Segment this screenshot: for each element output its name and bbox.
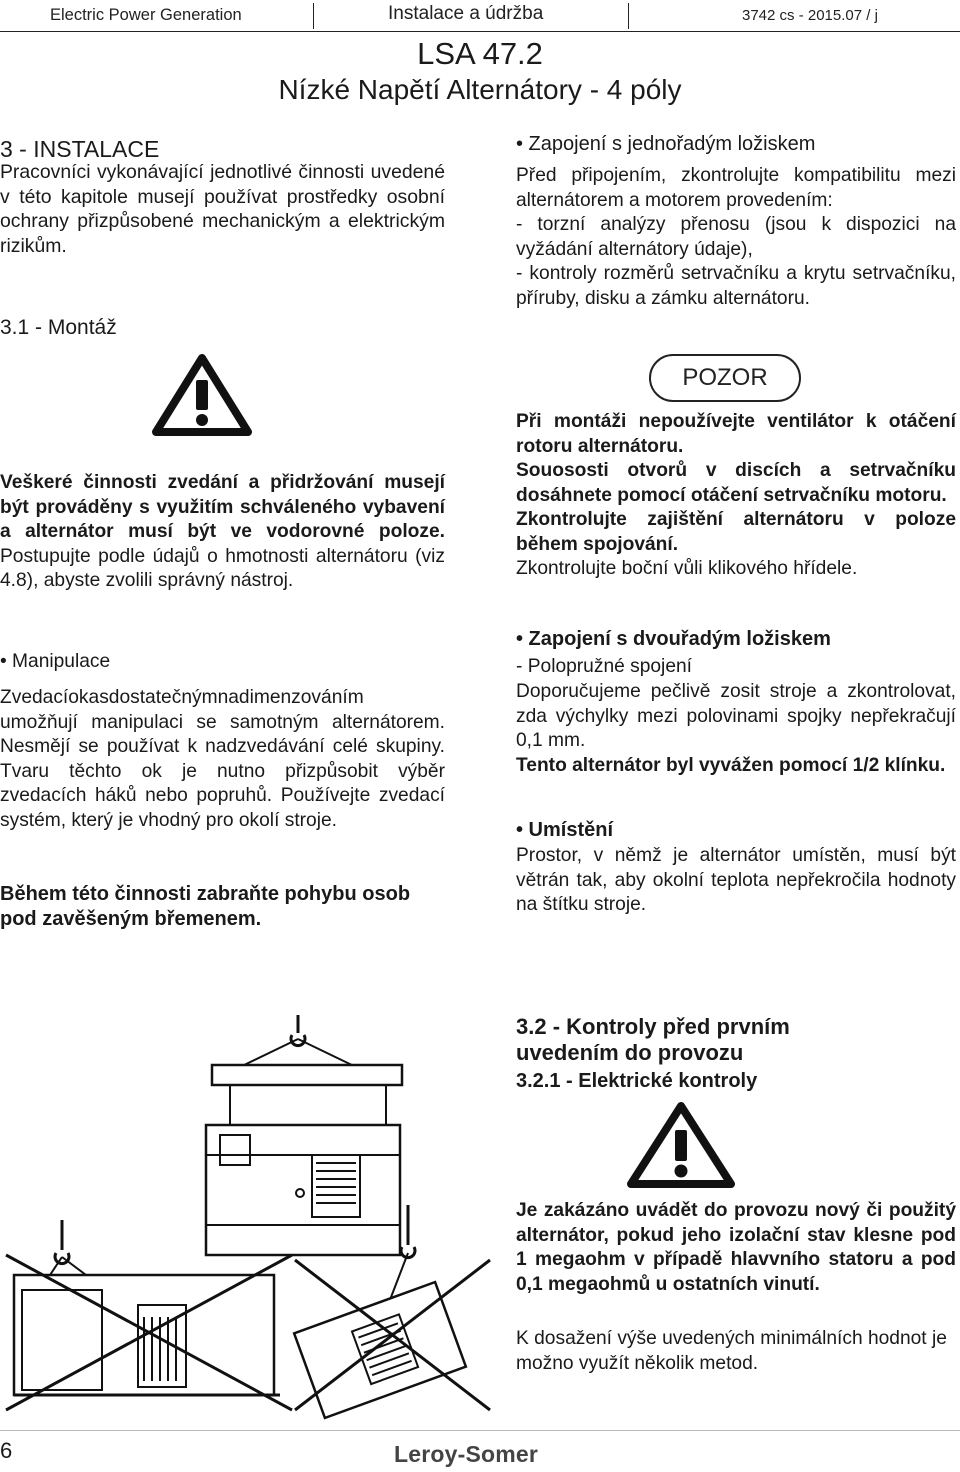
single-bearing-heading: • Zapojení s jednořadým ložiskem — [516, 133, 816, 155]
manipulation-heading: • Manipulace — [0, 651, 111, 672]
lifting-illustration — [0, 1005, 500, 1420]
pozor-note-2: Souososti otvorů v discích a setrvačníku dosáhnete pomocí otáčení setrvačníku motoru. — [516, 460, 956, 506]
pozor-badge: POZOR — [649, 354, 801, 402]
brand-logo: Leroy-Somer — [394, 1441, 539, 1467]
header-section: Instalace a údržba — [388, 3, 544, 24]
pozor-note-4: Zkontrolujte boční vůli klikového hřídele. — [516, 558, 858, 579]
checks-heading: 3.2 - Kontroly před prvním uvedením do provozu — [516, 1014, 790, 1065]
location-text: Prostor, v němž je alternátor umístěn, musí být větrán tak, aby okolní teplota nepřekročila hodnoty na štítku stroje. — [516, 845, 956, 915]
danger-text: Během této činnosti zabraňte pohybu osob pod zavěšeným břemenem. — [0, 883, 411, 930]
header-doc-code: 3742 cs - 2015.07 / j — [742, 7, 878, 24]
subsection-heading: 3.1 - Montáž — [0, 316, 117, 339]
insulation-warning: Je zakázáno uvádět do provozu nový či použitý alternátor, pokud jeho izolační stav klesne pod 1 megaohm v případě hlavvního statoru a pod 0,1 megaohmů u ostatních vinutí. — [516, 1200, 956, 1295]
intro-text: Pracovníci vykonávající jednotlivé činnosti uvedené v této kapitole musejí používat prostředky osobní ochrany přizpůsobené mechanickým a elektrickým rizikům. — [0, 161, 445, 257]
double-bearing-bold: Tento alternátor byl vyvážen pomocí 1/2 klínku. — [516, 755, 946, 776]
footer-rule — [0, 1430, 960, 1431]
header-divider — [628, 3, 629, 29]
double-bearing-text: Doporučujeme pečlivě zosit stroje a zkontrolovat, zda výchylky mezi polovinami spojky nepřekračují 0,1 mm. — [516, 681, 956, 751]
location-heading: • Umístění — [516, 819, 614, 841]
pozor-note-3: Zkontrolujte zajištění alternátoru v poloze během spojování. — [516, 509, 956, 555]
insulation-text: K dosažení výše uvedených minimálních hodnot je možno využít několik metod. — [516, 1328, 947, 1374]
double-bearing-sub: - Polopružné spojení — [516, 656, 692, 677]
electrical-checks-heading: 3.2.1 - Elektrické kontroly — [516, 1070, 758, 1092]
single-bearing-text: Před připojením, zkontrolujte kompatibilitu mezi alternátorem a motorem provedením: - torzní analýzy přenosu (jsou k dispozici na vyžádání alternátory údaje), - kontroly rozměrů setrvačníku a krytu setrvačníku, příruby, disku a zámku alternátoru. — [516, 165, 956, 309]
manipulation-text: Zvedacíokasdostatečnýmnadimenzováním umožňují manipulaci se samotným alternátorem. Nesmějí se používat k nadzvedávání celé skupiny. Tvaru těchto ok je nutno přizpůsobit výběr zvedacích háků nebo popruhů. Používejte zvedací systém, který je vhodný pro okolí stroje. — [0, 687, 445, 831]
lifting-warning-bold: Veškeré činnosti zvedání a přidržování musejí být prováděny s využitím schváleného vybavení a alternátor musí být ve vodorovné poloze. — [0, 472, 445, 542]
pozor-note-1: Při montáži nepoužívejte ventilátor k otáčení rotoru alternátoru. — [516, 411, 956, 457]
lifting-warning — [0, 471, 445, 594]
page-header — [0, 0, 960, 36]
warning-triangle-icon — [150, 352, 254, 438]
double-bearing-heading: • Zapojení s dvouřadým ložiskem — [516, 628, 831, 650]
document-title: LSA 47.2 — [417, 36, 543, 71]
header-rule — [0, 31, 960, 32]
section-heading: 3 - INSTALACE — [0, 136, 160, 162]
pozor-notes — [516, 410, 956, 582]
page-number: 6 — [0, 1438, 13, 1463]
header-brand: Electric Power Generation — [50, 6, 242, 24]
document-subtitle: Nízké Napětí Alternátory - 4 póly — [278, 74, 682, 105]
warning-triangle-icon — [625, 1100, 737, 1190]
header-divider — [313, 3, 314, 29]
lifting-warning-normal: Postupujte podle údajů o hmotnosti alternátoru (viz 4.8), abyste zvolili správný nástroj. — [0, 545, 445, 591]
